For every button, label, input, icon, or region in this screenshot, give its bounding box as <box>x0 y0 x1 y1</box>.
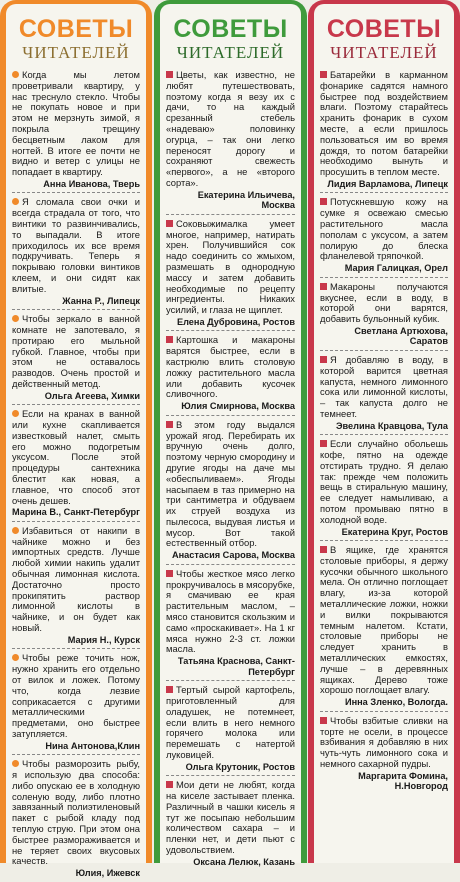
tip-text: Чтобы реже точить нож, нужно хранить его отдельно от вилок и ложек. Потому что, когда лезвие соприкасается с другими металлическими предметами, оно быстрее затупляется. <box>12 652 140 739</box>
tip-text: Картошка и макароны варятся быстрее, если в кастрюлю влить столовую ложку растительного масла или добавить кусочек сливочного. <box>166 334 295 400</box>
tip-signature: Екатерина Ильичева, Москва <box>197 189 295 211</box>
bullet-marker <box>320 71 327 78</box>
tip-text: Потускневшую кожу на сумке я освежаю смесью растительного масла пополам с уксусом, а затем полирую до блеска фланелевой тряпочкой. <box>320 196 448 262</box>
tip-text: Мои дети не любят, когда на киселе застывает пленка. Различный в чашки кисель я тут же посыпаю небольшим количеством сахара – и пленки нет, и дети пьют с удовольствием. <box>166 779 295 856</box>
tip-item <box>320 66 448 193</box>
tip-item <box>166 66 295 215</box>
tip-text: В ящике, где хранятся столовые приборы, я держу кусочки обычного школьного мела. Он отлично поглощает влагу, из-за которой металлические ложки, ножки и вилки покрываются темным налетом. Кстати, столовые приборы не следует хранить в металлических емкостях, лучше – в деревянных ящиках. Дерево тоже хорошо поглощает влагу. <box>320 544 448 696</box>
tip-text: Я добавляю в воду, в которой варится цветная капуста, немного лимонного сока или лимонной кислоты, – так капуста долго не темнеет. <box>320 353 448 419</box>
bullet-marker <box>320 546 327 553</box>
tip-signature: Елена Дубровина, Ростов <box>176 316 295 327</box>
tip-item <box>166 681 295 776</box>
tip-text: Чтобы зеркало в ванной комнате не запотевало, я протираю его мыльной губкой. Главное, чтобы при этом не оставалось разводов. Очень простой и действенный метод. <box>12 313 140 389</box>
tip-item <box>12 755 140 881</box>
tip-item <box>166 776 295 870</box>
tip-text: Цветы, как известно, не любят путешествовать, поэтому когда я везу их с дачи, то на каждый срезанный стебель «надеваю» половинку огурца, – так они легко переносят дорогу и сохраняют свежесть «первого», а не «второго сорта». <box>166 69 295 188</box>
tip-item <box>12 405 140 522</box>
column-2-header <box>166 10 295 66</box>
tip-signature: Маргарита Фомина, Н.Новгород <box>358 770 448 792</box>
column-3-panel <box>314 4 454 863</box>
tip-signature: Оксана Лелюк, Казань <box>193 856 295 867</box>
tip-signature: Юлия Смирнова, Москва <box>181 401 295 412</box>
bullet-marker <box>12 71 19 78</box>
tip-item <box>166 416 295 565</box>
tip-item <box>320 351 448 435</box>
tip-item <box>12 193 140 310</box>
bullet-marker <box>12 198 19 205</box>
tip-signature: Эвелина Кравцова, Тула <box>335 420 448 431</box>
column-1-panel <box>6 4 146 879</box>
bullet-marker <box>320 356 327 363</box>
tip-item <box>166 331 295 415</box>
bullet-marker <box>12 410 19 417</box>
heading: СОВЕТЫ <box>326 15 442 43</box>
tip-signature: Ольга Крутоник, Ростов <box>185 761 295 772</box>
tip-item <box>320 278 448 351</box>
bullet-marker <box>166 71 173 78</box>
heading: СОВЕТЫ <box>173 15 288 43</box>
tip-signature: Ольга Агеева, Химки <box>44 390 140 401</box>
tip-signature: Екатерина Круг, Ростов <box>341 526 448 537</box>
column-2 <box>154 0 307 867</box>
tip-signature: Лидия Варламова, Липецк <box>327 178 448 189</box>
column-3-header <box>320 10 448 66</box>
tip-signature: Нина Антонова,Клин <box>45 740 140 751</box>
subheading: ЧИТАТЕЛЕЙ <box>22 43 130 62</box>
tip-item <box>166 215 295 332</box>
bullet-marker <box>12 527 19 534</box>
column-3 <box>308 0 460 863</box>
tip-text: Если на кранах в ванной или кухне скапливается известковый налет, смыть его можно подогретым уксусом. После этой процедуры сантехника блестит как новая, а главное, что способ этот очень дешев. <box>12 408 140 506</box>
bullet-marker <box>320 440 327 447</box>
tip-signature: Татьяна Краснова, Санкт-Петербург <box>177 656 295 677</box>
tip-text: Если случайно обольешь кофе, пятно на одежде отстирать трудно. Я делаю так: прежде чем положить вещь в стиральную машину, ее следует намыливаю, а потом промываю пятно в холодной воде. <box>320 438 448 525</box>
subheading: ЧИТАТЕЛЕЙ <box>176 43 285 62</box>
tip-text: Я сломала свои очки и всегда страдала от того, что винтики то развинчивались, то выпадали. В итоге приходилось их все время подкручивать. Теперь я покрываю головки винтиков клеем, и они сидят как влитые. <box>12 196 140 294</box>
tip-item <box>320 712 448 795</box>
tip-signature: Анастасия Сарова, Москва <box>172 550 295 561</box>
column-1 <box>0 0 152 879</box>
tip-item <box>320 435 448 541</box>
tip-text: Тертый сырой картофель, приготовленный для оладушек, не потемнеет, если влить в него немного горячего молока или перемешать с натертой луковицей. <box>166 684 295 760</box>
bullet-marker <box>166 220 173 227</box>
tips-list <box>166 66 295 870</box>
tip-item <box>320 193 448 277</box>
tip-text: Избавиться от накипи в чайнике можно и без импортных средств. Лучше любой химии накипь удалит обычная лимонная кислота. Достаточно просто прокипятить раствор лимонной кислоты в чайнике, и он будет как новый. <box>12 524 140 634</box>
bullet-marker <box>12 760 19 767</box>
bullet-marker <box>166 781 173 788</box>
tips-list <box>12 66 140 882</box>
tip-item <box>166 565 295 681</box>
tip-signature: Светлана Артюхова, Саратов <box>354 325 448 347</box>
bullet-marker <box>166 570 173 577</box>
bullet-marker <box>166 686 173 693</box>
tip-text: Когда мы летом проветривали квартиру, у нас треснуло стекло. Чтобы не покупать новое и при этом не мерзнуть зимой, я покрыла трещину бесцветным лаком для ногтей. В итоге ее почти не видно и ветер с улицы не попадает в квартиру. <box>12 69 140 178</box>
bullet-marker <box>12 315 19 322</box>
tip-item <box>12 522 140 649</box>
tip-signature: Мария Н., Курск <box>67 634 140 645</box>
tips-list <box>320 66 448 795</box>
heading: СОВЕТЫ <box>18 15 134 43</box>
tip-item <box>320 541 448 712</box>
tip-item <box>12 310 140 405</box>
tip-text: Чтобы взбитые сливки на торте не осели, в процессе взбивания я добавляю в них чуть-чуть лимонного сока и немного сахарной пудры. <box>320 714 448 769</box>
tip-text: В этом году выдался урожай ягод. Перебирать их вручную очень долго, поэтому черную смородину и другие ягоды на даче мы «обеспыливаем». Ягоды насыпаем в таз примерно на три сантиметра и обдуваем их струей воздуха из пылесоса, выдувая листья и мусор. Вот такой естественный отбор. <box>166 418 295 549</box>
tip-signature: Марина В., Санкт-Петербург <box>12 507 140 518</box>
tip-text: Чтобы жесткое мясо легко прокручивалось в мясорубке, я смачиваю ее края растительным маслом, – мясо становится скользким и само «проскакивает». На 1 кг мяса нужно 2-3 ст. ложки масла. <box>166 567 295 655</box>
column-2-panel <box>160 4 301 867</box>
bullet-marker <box>166 421 173 428</box>
tip-text: Макароны получаются вкуснее, если в воду, в которой они варятся, добавить бульонный кубик. <box>320 280 448 325</box>
tip-signature: Юлия, Ижевск <box>75 868 140 879</box>
tip-signature: Мария Галицкая, Орел <box>344 263 448 274</box>
tip-signature: Анна Иванова, Тверь <box>43 178 140 189</box>
bullet-marker <box>166 336 173 343</box>
tip-text: Батарейки в карманном фонарике садятся намного быстрее под воздействием влаги. Поэтому старайтесь хранить фонарик в сухом месте, а если пришлось пользоваться им во время дождя, то потом батарейки необходимо вынуть и просушить в теплом месте. <box>320 69 448 178</box>
tip-text: Соковыжималка умеет многое, например, натирать хрен. Получившийся сок надо соединить со жмыхом, размешать в однородную массу и затем добавить необходимые по рецепту ингредиенты. Никаких усилий, и глаза не щиплет. <box>166 217 295 316</box>
bullet-marker <box>320 717 327 724</box>
tip-signature: Жанна Р., Липецк <box>62 295 140 306</box>
tip-signature: Инна Зленко, Вологда. <box>344 697 448 708</box>
subheading: ЧИТАТЕЛЕЙ <box>330 43 438 62</box>
bullet-marker <box>12 654 19 661</box>
tip-item <box>12 649 140 755</box>
bullet-marker <box>320 198 327 205</box>
tip-item <box>12 66 140 193</box>
tip-text: Чтобы разморозить рыбу, я использую два способа: либо опускаю ее в холодную соленую воду, либо плотно завязанный полиэтиленовый пакет с рыбой кладу под теплую струю. При этом она быстрее размораживается и не теряет своих вкусовых качеств. <box>12 758 140 867</box>
column-1-header <box>12 10 140 66</box>
bullet-marker <box>320 283 327 290</box>
